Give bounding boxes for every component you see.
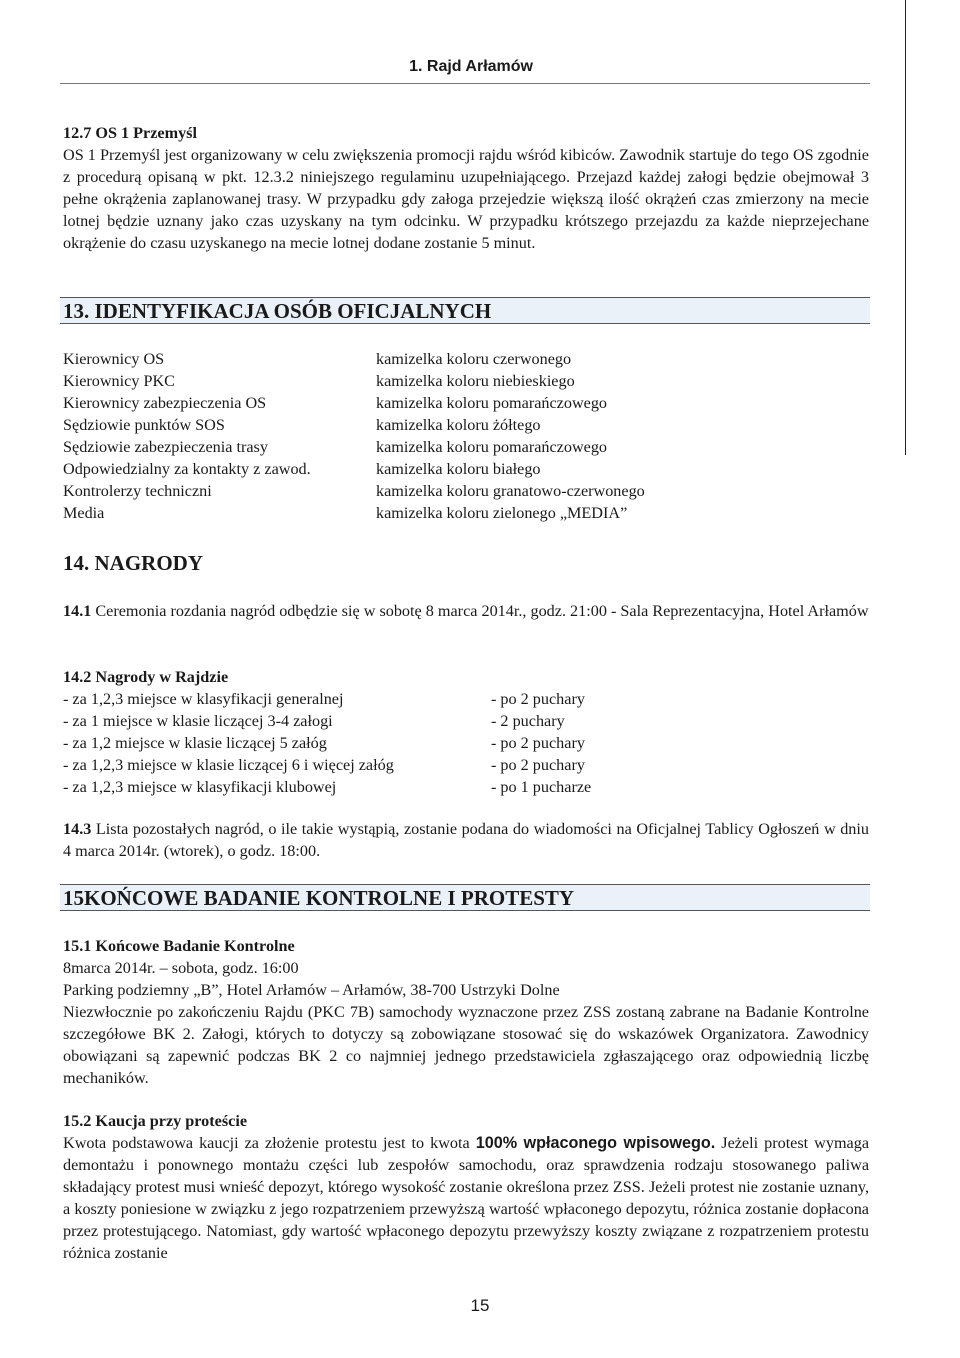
official-row [63,392,869,414]
official-role: Odpowiedzialny za kontakty z zawod. [63,460,311,478]
official-role: Sędziowie punktów SOS [63,416,225,434]
official-vest: kamizelka koloru pomarańczowego [376,438,608,456]
section-15-1-text: Niezwłocznie po zakończeniu Rajdu (PKC 7B) samochody wyznaczone przez ZSS zostaną zabrane na Badanie Kontrolne szczegółowe BK 2. Załogi, których to dotyczy są zobowiązane stosować się do wskazówek Organizatora. Zawodnicy obowiązani są zapewnić podczas BK 2 co najmniej jednego przedstawiciela zgłaszającego oraz odpowiednią liczbę mechaników. [63,1003,869,1087]
official-role: Media [63,504,105,522]
section-12-7-text: OS 1 Przemyśl jest organizowany w celu zwiększenia promocji rajdu wśród kibiców. Zawodnik startuje do tego OS zgodnie z procedurą opisaną w pkt. 12.3.2 niniejszego regulaminu uzupełniającego. Przejazd każdej załogi będzie obejmował 3 pełne okrążenia zaplanowanej trasy. W przypadku gdy załoga przejedzie większą ilość okrążeń czas zmierzony na mecie lotnej będzie uznany jako czas uzyskany na tym odcinku. W przypadku krótszego przejazdu za każde nieprzejechane okrążenie do czasu uzyskanego na mecie lotnej dodane zostanie 5 minut. [63,146,869,252]
section-14-3-paragraph [63,818,869,862]
official-row [63,436,869,458]
prize-award: - po 1 pucharze [491,778,592,796]
prize-row [63,688,869,710]
official-role: Sędziowie zabezpieczenia trasy [63,438,268,456]
section-14-1-paragraph [63,600,869,622]
official-identification-table [63,348,869,524]
section-14-1-number: 14.1 [63,602,92,620]
official-row [63,502,869,524]
section-14-1-text: Ceremonia rozdania nagród odbędzie się w sobotę 8 marca 2014r., godz. 21:00 - Sala Reprezentacyjna, Hotel Arłamów [91,602,869,620]
page-number: 15 [470,1296,490,1315]
prize-row [63,754,869,776]
official-role: Kierownicy OS [63,350,165,368]
prize-place: - za 1,2,3 miejsce w klasyfikacji generalnej [63,690,344,708]
official-row [63,348,869,370]
section-14-3-text: Lista pozostałych nagród, o ile takie wystąpią, zostanie podana do wiadomości na Oficjalnej Tablicy Ogłoszeń w dniu 4 marca 2014r. (wtorek), o godz. 18:00. [63,820,869,860]
official-vest: kamizelka koloru pomarańczowego [376,394,608,412]
section-12-7-heading: 12.7 OS 1 Przemyśl [63,124,197,142]
prize-row [63,776,869,798]
official-vest: kamizelka koloru niebieskiego [376,372,575,390]
section-15-heading: 15KOŃCOWE BADANIE KONTROLNE I PROTESTY [60,884,870,911]
prize-award: - po 2 puchary [491,690,585,708]
section-15-2-text-a: Kwota podstawowa kaucji za złożenie protestu jest to kwota [63,1134,476,1152]
section-15-2-heading: 15.2 Kaucja przy proteście [63,1112,248,1130]
section-15-2-paragraph [63,1132,869,1264]
prize-award: - 2 puchary [491,712,565,730]
official-vest: kamizelka koloru żółtego [376,416,541,434]
prize-place: - za 1 miejsce w klasie liczącej 3-4 załogi [63,712,333,730]
official-vest: kamizelka koloru białego [376,460,541,478]
prize-row [63,710,869,732]
official-vest: kamizelka koloru granatowo-czerwonego [376,482,645,500]
header-rule [60,83,870,84]
prize-place: - za 1,2,3 miejsce w klasie liczącej 6 i więcej załóg [63,756,394,774]
official-role: Kierownicy zabezpieczenia OS [63,394,267,412]
prize-row [63,732,869,754]
prizes-table [63,688,869,798]
prize-award: - po 2 puchary [491,734,585,752]
prize-place: - za 1,2,3 miejsce w klasyfikacji klubowej [63,778,337,796]
official-role: Kontrolerzy techniczni [63,482,212,500]
official-row [63,458,869,480]
official-role: Kierownicy PKC [63,372,175,390]
prize-award: - po 2 puchary [491,756,585,774]
prize-place: - za 1,2 miejsce w klasie liczącej 5 załóg [63,734,327,752]
page-header-title: 1. Rajd Arłamów [409,58,533,75]
official-vest: kamizelka koloru czerwonego [376,350,572,368]
margin-vertical-line [905,0,906,455]
section-13-heading: 13. IDENTYFIKACJA OSÓB OFICJALNYCH [60,297,870,324]
section-14-3-number: 14.3 [63,820,92,838]
section-15-1-date: 8marca 2014r. – sobota, godz. 16:00 [63,959,299,977]
official-row [63,370,869,392]
official-row [63,480,869,502]
section-15-1-heading: 15.1 Końcowe Badanie Kontrolne [63,937,295,955]
section-15-2-bold: 100% wpłaconego wpisowego. [475,1134,716,1152]
section-14-heading: 14. NAGRODY [63,551,203,575]
section-15-2-text-b: Jeżeli protest wymaga demontażu i ponownego montażu części lub zespołów samochodu, oraz sprawdzenia rodzaju stosowanego paliwa składający protest musi wnieść depozyt, którego wysokość zostanie określona przez ZSS. Jeżeli protest nie zostanie uznany, a koszty poniesione w związku z jego rozpatrzeniem przewyższą wartość wpłaconego depozytu, różnica zostanie dopłacona przez protestującego. Natomiast, gdy wartość wpłaconego depozytu przewyższy koszty związane z rozpatrzeniem protestu różnica zostanie [63,1134,870,1262]
official-row [63,414,869,436]
official-vest: kamizelka koloru zielonego „MEDIA” [376,504,628,522]
section-15-1-place: Parking podziemny „B”, Hotel Arłamów – Arłamów, 38-700 Ustrzyki Dolne [63,981,560,999]
section-14-2-heading: 14.2 Nagrody w Rajdzie [63,668,229,686]
